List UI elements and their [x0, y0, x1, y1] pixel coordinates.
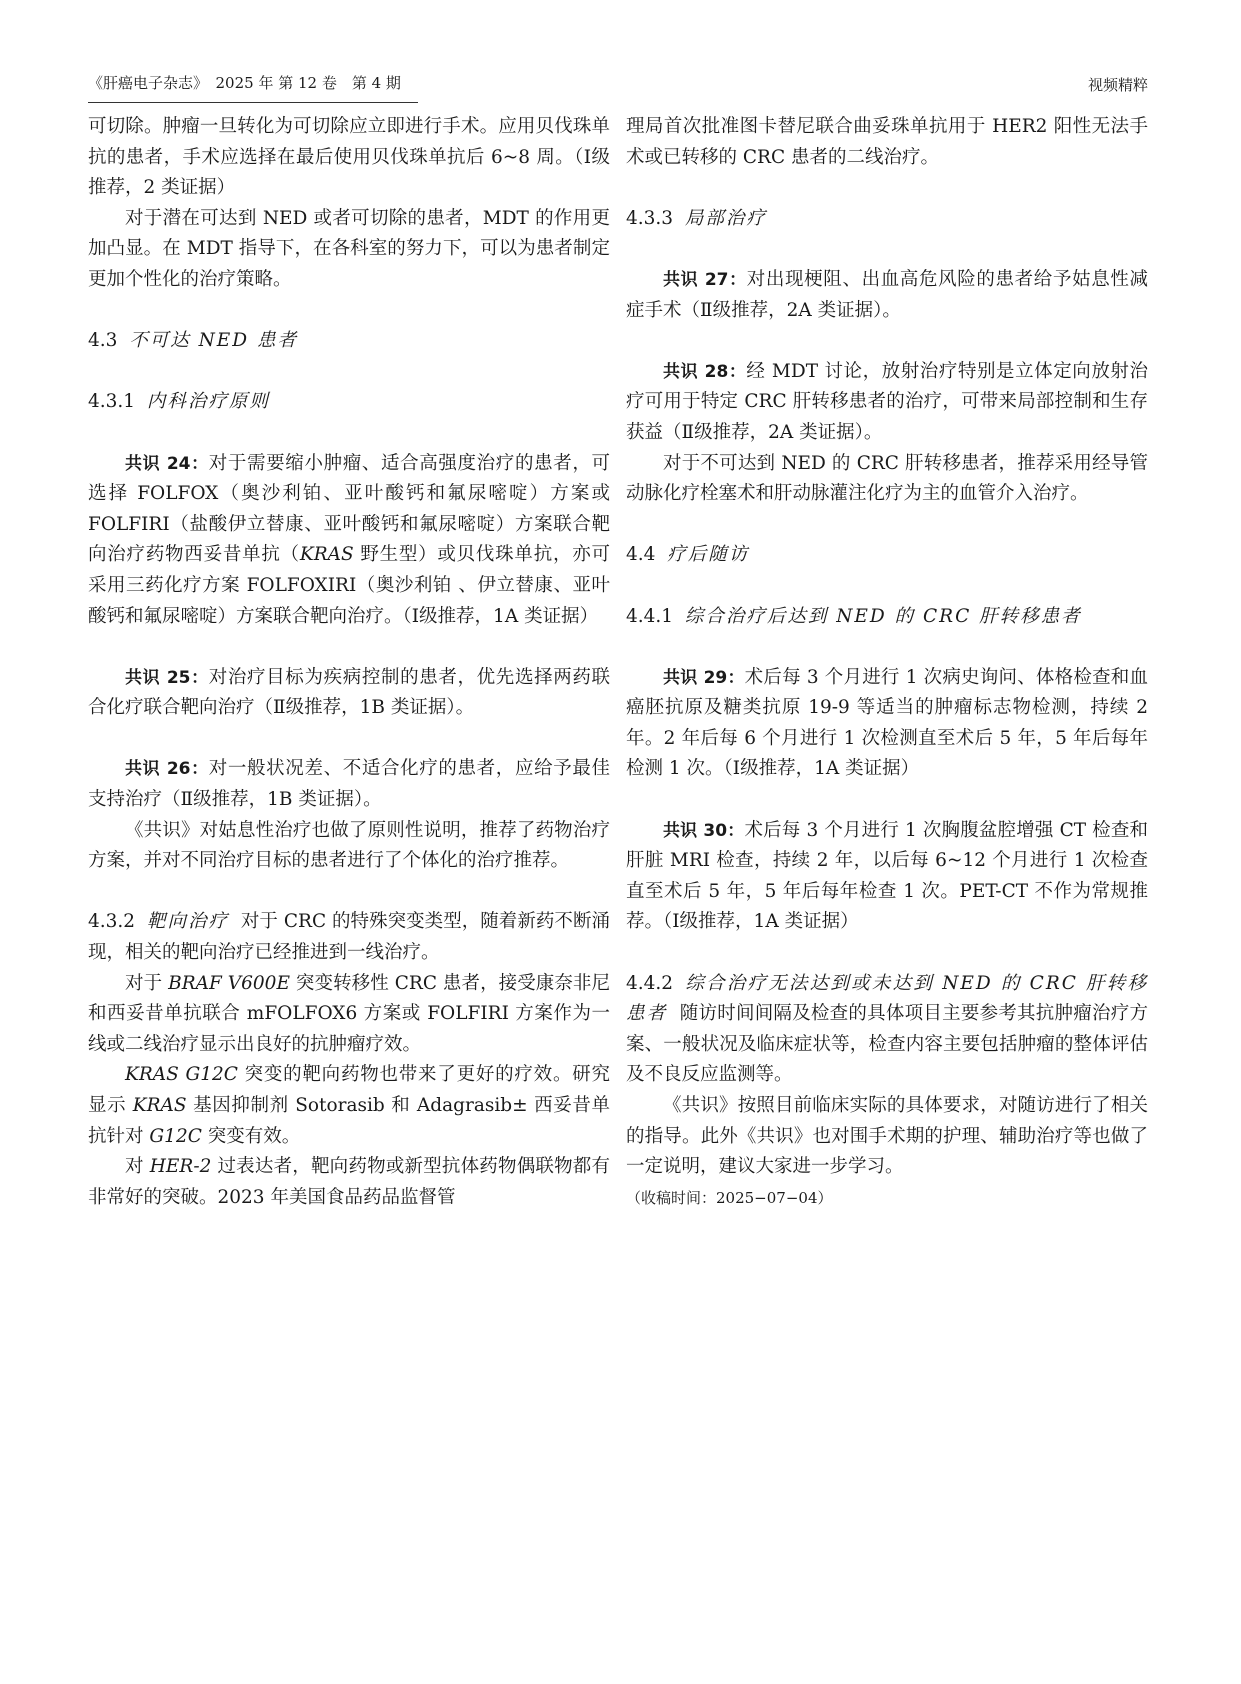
- section-title: 局部治疗: [684, 207, 767, 229]
- section-title: 靶向治疗: [146, 911, 230, 933]
- section-heading-4-4-1: [626, 602, 1148, 633]
- section-label: 视频精粹: [1087, 76, 1148, 94]
- paragraph: 对于潜在可达到 NED 或者可切除的患者，MDT 的作用更加凸显。在 MDT 指导下，在各科室的努力下，可以为患者制定更加个性化的治疗策略。: [88, 207, 610, 290]
- consensus-28: 共识 28：经 MDT 讨论，放射治疗特别是立体定向放射治疗可用于特定 CRC 肝转移患者的治疗，可带来局部控制和生存获益（Ⅱ级推荐，2A 类证据）。: [626, 360, 1148, 443]
- gene-name: KRAS: [132, 1095, 187, 1116]
- section-heading-4-3-3: [626, 204, 1148, 235]
- consensus-label: 共识 30：: [663, 820, 745, 841]
- paragraph: 对于 BRAF V600E 突变转移性 CRC 患者，接受康奈非尼和西妥昔单抗联合 mFOLFOX6 方案或 FOLFIRI 方案作为一线或二线治疗显示出良好的抗肿瘤疗效。: [88, 972, 611, 1055]
- header-rule: [88, 102, 418, 103]
- section-number: 4.3: [88, 330, 118, 352]
- section-title: 不可达 NED 患者: [129, 330, 298, 352]
- section-4-4-2: 4.4.2 综合治疗无法达到或未达到 NED 的 CRC 肝转移患者 随访时间间隔及检查的具体项目主要参考其抗肿瘤治疗方案、一般状况及临床症状等，检查内容主要包括肿瘤的整体评估及不良反应监测等。: [626, 972, 1148, 1086]
- paragraph: 《共识》按照目前临床实际的具体要求，对随访进行了相关的指导。此外《共识》也对围手术期的护理、辅助治疗等也做了一定说明，建议大家进一步学习。: [626, 1095, 1148, 1178]
- consensus-label: 共识 24：: [125, 453, 209, 474]
- running-header: [88, 72, 1148, 98]
- section-heading-4-3-1: [88, 387, 610, 418]
- consensus-label: 共识 25：: [125, 667, 209, 688]
- paragraph: 对于不可达到 NED 的 CRC 肝转移患者，推荐采用经导管动脉化疗栓塞术和肝动脉灌注化疗为主的血管介入治疗。: [626, 452, 1148, 505]
- gene-name: KRAS: [299, 544, 354, 566]
- consensus-30: 共识 30：术后每 3 个月进行 1 次胸腹盆腔增强 CT 检查和肝脏 MRI 检查，持续 2 年，以后每 6~12 个月进行 1 次检查直至术后 5 年，5 年后每年检查 1 次。PET-CT 不作为常规推荐。（Ⅰ级推荐，1A 类证据）: [626, 819, 1149, 933]
- left-column: [88, 112, 610, 1213]
- consensus-27: 共识 27：对出现梗阻、出血高危风险的患者给予姑息性减症手术（Ⅱ级推荐，2A 类证据）。: [626, 268, 1148, 321]
- section-title: 综合治疗无法达到或未达到 NED 的 CRC 肝转移患者: [626, 972, 1148, 1025]
- section-number: 4.3.2: [88, 911, 136, 933]
- received-date: （收稿时间：2025−07−04）: [626, 1188, 833, 1207]
- gene-name: BRAF V600E: [168, 972, 290, 994]
- section-number: 4.4.2: [626, 972, 674, 994]
- paragraph: KRAS G12C 突变的靶向药物也带来了更好的疗效。研究显示 KRAS 基因抑制剂 Sotorasib 和 Adagrasib± 西妥昔单抗针对 G12C 突变有效。: [88, 1064, 610, 1147]
- section-number: 4.3.1: [88, 391, 136, 413]
- section-number: 4.3.3: [626, 207, 674, 229]
- consensus-label: 共识 29：: [663, 667, 745, 688]
- paragraph: 理局首次批准图卡替尼联合曲妥珠单抗用于 HER2 阳性无法手术或已转移的 CRC 患者的二线治疗。: [626, 116, 1148, 168]
- section-4-3-2: 4.3.2 靶向治疗 对于 CRC 的特殊突变类型，随着新药不断涌现，相关的靶向治疗已经推进到一线治疗。: [88, 911, 610, 964]
- paragraph: 对 HER-2 过表达者，靶向药物或新型抗体药物偶联物都有非常好的突破。2023 年美国食品药品监督管: [88, 1156, 610, 1208]
- gene-name: G12C: [149, 1125, 202, 1147]
- section-number: 4.4.1: [626, 605, 674, 627]
- section-title: 内科治疗原则: [146, 391, 270, 413]
- section-title: 疗后随访: [667, 544, 750, 566]
- consensus-24: 共识 24：对于需要缩小肿瘤、适合高强度治疗的患者，可选择 FOLFOX（奥沙利铂、亚叶酸钙和氟尿嘧啶）方案或 FOLFIRI（盐酸伊立替康、亚叶酸钙和氟尿嘧啶）方案联合靶向治疗药物西妥昔单抗（KRAS 野生型）或贝伐珠单抗，亦可采用三药化疗方案 FOLFOXIRI（奥沙利铂 、伊立替康、亚叶酸钙和氟尿嘧啶）方案联合靶向治疗。（Ⅰ级推荐，1A 类证据）: [88, 452, 610, 627]
- consensus-26: 共识 26：对一般状况差、不适合化疗的患者，应给予最佳支持治疗（Ⅱ级推荐，1B 类证据）。: [88, 758, 610, 811]
- paragraph: 《共识》对姑息性治疗也做了原则性说明，推荐了药物治疗方案，并对不同治疗目标的患者进行了个体化的治疗推荐。: [88, 819, 610, 872]
- right-column: [626, 112, 1148, 1213]
- consensus-29: 共识 29：术后每 3 个月进行 1 次病史询问、体格检查和血癌胚抗原及糖类抗原 19-9 等适当的肿瘤标志物检测，持续 2 年。2 年后每 6 个月进行 1 次检测直至术后 5 年，5 年后每年检测 1 次。（Ⅰ级推荐，1A 类证据）: [626, 666, 1148, 780]
- journal-citation: 《肝癌电子杂志》 2025 年 第 12 卷 第 4 期: [88, 74, 401, 92]
- section-number: 4.4: [626, 544, 656, 566]
- consensus-25: 共识 25：对治疗目标为疾病控制的患者，优先选择两药联合化疗联合靶向治疗（Ⅱ级推荐，1B 类证据）。: [88, 666, 610, 719]
- paragraph: 可切除。肿瘤一旦转化为可切除应立即进行手术。应用贝伐珠单抗的患者，手术应选择在最后使用贝伐珠单抗后 6~8 周。（Ⅰ级推荐，2 类证据）: [88, 116, 610, 199]
- consensus-label: 共识 28：: [663, 361, 747, 382]
- section-title: 综合治疗后达到 NED 的 CRC 肝转移患者: [684, 605, 1082, 627]
- section-heading-4-4: [626, 540, 1148, 571]
- section-heading-4-3: [88, 326, 610, 357]
- consensus-label: 共识 27：: [663, 269, 747, 290]
- gene-name: KRAS G12C: [125, 1064, 238, 1086]
- gene-name: HER-2: [149, 1156, 212, 1178]
- consensus-label: 共识 26：: [125, 759, 209, 780]
